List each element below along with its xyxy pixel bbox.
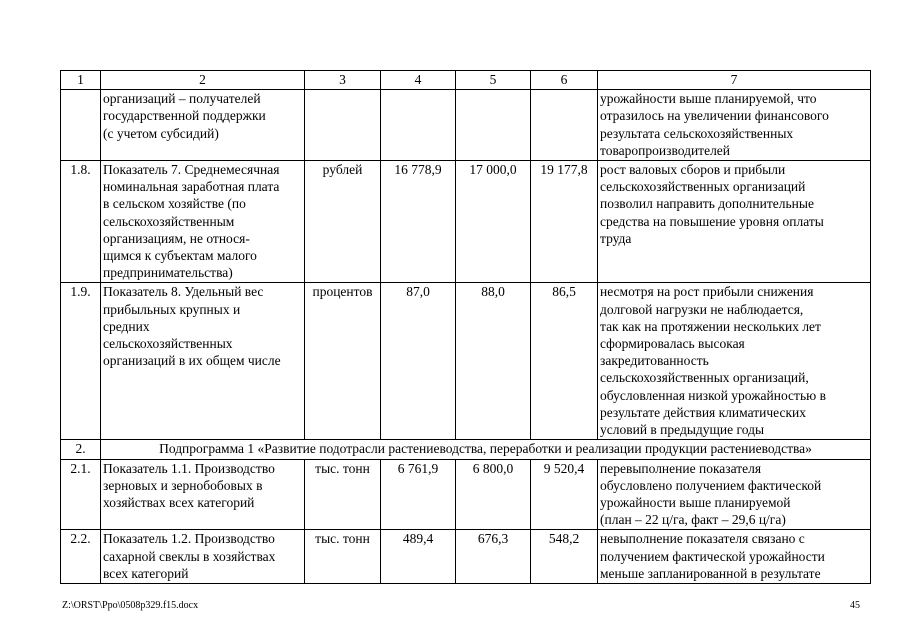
section-number: 2. [61, 440, 101, 459]
value-col6 [531, 90, 598, 161]
value-col6: 548,2 [531, 530, 598, 584]
indicator-name: организаций – получателей государственной поддержки (с учетом субсидий) [101, 90, 305, 161]
table-row [61, 283, 871, 440]
header-cell: 5 [456, 71, 531, 90]
unit: процентов [305, 283, 381, 440]
indicator-name: Показатель 1.2. Производство сахарной свеклы в хозяйствах всех категорий [101, 530, 305, 584]
value-col6: 9 520,4 [531, 459, 598, 530]
value-col5: 6 800,0 [456, 459, 531, 530]
row-number: 1.8. [61, 161, 101, 283]
unit: тыс. тонн [305, 530, 381, 584]
indicator-name: Показатель 8. Удельный вес прибыльных крупных и средних сельскохозяйственных организаций в их общем числе [101, 283, 305, 440]
value-col5: 88,0 [456, 283, 531, 440]
value-col4: 87,0 [381, 283, 456, 440]
header-cell: 3 [305, 71, 381, 90]
value-col4 [381, 90, 456, 161]
value-col4: 6 761,9 [381, 459, 456, 530]
table-row [61, 161, 871, 283]
footer-file-path: Z:\ORST\Ppo\0508p329.f15.docx [62, 600, 199, 611]
value-col6: 86,5 [531, 283, 598, 440]
note: урожайности выше планируемой, что отразилось на увеличении финансового результата сельскохозяйственных товаропроизводителей [598, 90, 871, 161]
header-cell: 7 [598, 71, 871, 90]
note: невыполнение показателя связано с получением фактической урожайности меньше запланированной в результате [598, 530, 871, 584]
header-cell: 1 [61, 71, 101, 90]
indicator-name: Показатель 7. Среднемесячная номинальная заработная плата в сельском хозяйстве (по сельскохозяйственным организациям, не относя- щимся к субъектам малого предпринимательства) [101, 161, 305, 283]
footer-page-number: 45 [850, 600, 860, 611]
value-col5: 676,3 [456, 530, 531, 584]
value-col4: 489,4 [381, 530, 456, 584]
row-number [61, 90, 101, 161]
note: перевыполнение показателя обусловлено получением фактической урожайности выше планируемой (план – 22 ц/га, факт – 29,6 ц/га) [598, 459, 871, 530]
unit: рублей [305, 161, 381, 283]
indicators-table [60, 70, 871, 584]
header-cell: 2 [101, 71, 305, 90]
note: рост валовых сборов и прибыли сельскохозяйственных организаций позволил направить дополнительные средства на повышение уровня оплаты труда [598, 161, 871, 283]
value-col6: 19 177,8 [531, 161, 598, 283]
header-cell: 4 [381, 71, 456, 90]
header-row [61, 71, 871, 90]
row-number: 2.2. [61, 530, 101, 584]
section-title: Подпрограмма 1 «Развитие подотрасли растениеводства, переработки и реализации продукции растениеводства» [101, 440, 871, 459]
table-row [61, 530, 871, 584]
header-cell: 6 [531, 71, 598, 90]
value-col4: 16 778,9 [381, 161, 456, 283]
unit [305, 90, 381, 161]
value-col5 [456, 90, 531, 161]
unit: тыс. тонн [305, 459, 381, 530]
row-number: 2.1. [61, 459, 101, 530]
indicator-name: Показатель 1.1. Производство зерновых и зернобобовых в хозяйствах всех категорий [101, 459, 305, 530]
value-col5: 17 000,0 [456, 161, 531, 283]
table-row [61, 459, 871, 530]
table-row [61, 90, 871, 161]
row-number: 1.9. [61, 283, 101, 440]
section-row [61, 440, 871, 459]
note: несмотря на рост прибыли снижения долговой нагрузки не наблюдается, так как на протяжении нескольких лет сформировалась высокая закредитованность сельскохозяйственных организаций, обусловленная низкой урожайностью в результате действия климатических условий в предыдущие годы [598, 283, 871, 440]
